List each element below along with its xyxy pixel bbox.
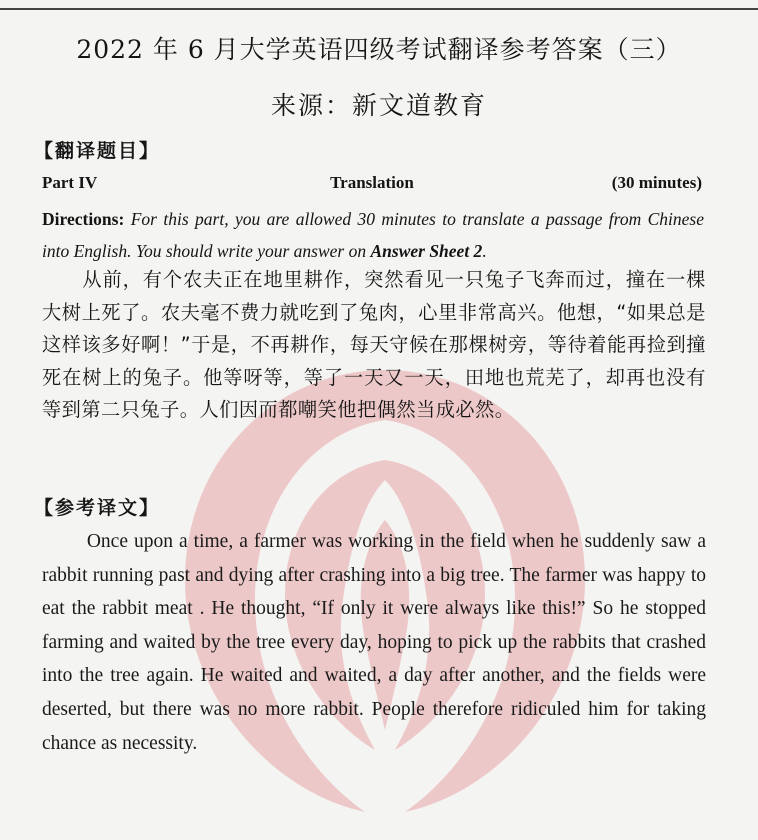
part-time-limit: (30 minutes): [611, 173, 702, 192]
source-line: 来源：新文道教育: [270, 91, 487, 120]
directions-label: Directions:: [42, 209, 125, 229]
page-title: 2022 年 6 月大学英语四级考试翻译参考答案（三）: [76, 35, 682, 64]
directions-end: .: [482, 241, 487, 261]
directions-text: For this part, you are allowed 30 minutes to translate a passage from Chinese into English. You should write your answer on: [42, 209, 704, 261]
section-heading-question: 【翻译题目】: [34, 140, 161, 162]
section-heading-answer: 【参考译文】: [34, 497, 161, 519]
part-number: Part IV: [42, 173, 98, 192]
english-translation: Once upon a time, a farmer was working in the field when he suddenly saw a rabbit running past and dying after crashing into a big tree. The farmer was happy to eat the rabbit meat . He thought, “If only it were always like this!” So he stopped farming and waited by the tree every day, hoping to pick up the rabbits that crashed into the tree again. He waited and waited, a day after another, and the fields were deserted, but there was no more rabbit. People therefore ridiculed him for taking chance as necessity.: [42, 531, 706, 754]
directions-paragraph: [42, 203, 704, 267]
top-rule: [0, 8, 758, 10]
part-header-row: [42, 173, 702, 197]
part-title: Translation: [330, 173, 414, 192]
answer-sheet-ref: Answer Sheet 2: [370, 241, 483, 261]
chinese-passage: 从前，有个农夫正在地里耕作，突然看见一只兔子飞奔而过，撞在一棵大树上死了。农夫毫不费力就吃到了兔肉，心里非常高兴。他想，“如果总是这样该多好啊！”于是，不再耕作，每天守候在那棵树旁，等待着能再捡到撞死在树上的兔子。他等呀等，等了一天又一天，田地也荒芜了，却再也没有等到第二只兔子。人们因而都嘲笑他把偶然当成必然。: [42, 268, 706, 421]
